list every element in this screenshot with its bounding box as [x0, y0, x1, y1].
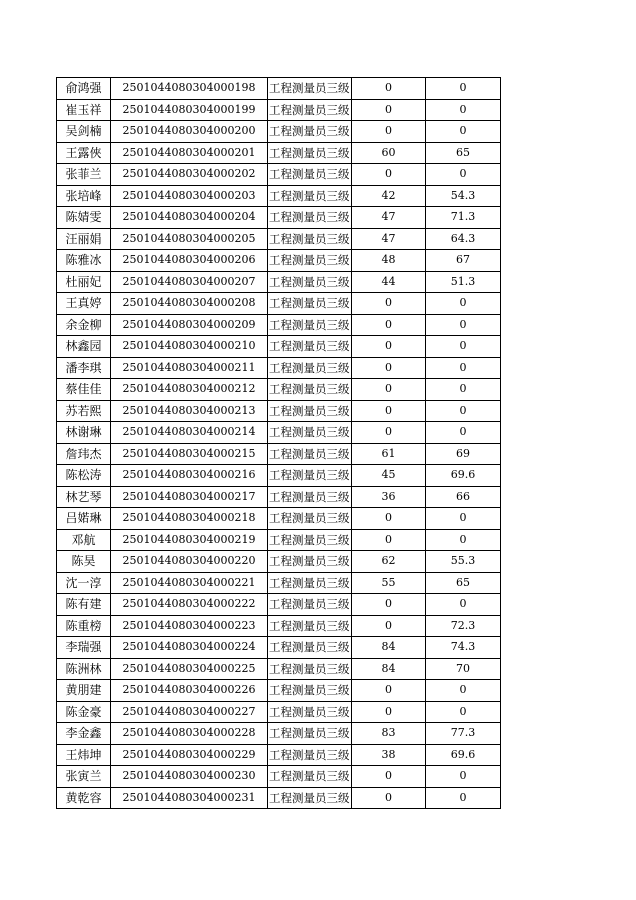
- name-cell: 陈金豪: [57, 701, 111, 723]
- score-1-cell: 47: [352, 207, 426, 229]
- level-cell: 工程测量员三级: [268, 766, 352, 788]
- table-row: [57, 78, 501, 100]
- name-cell: 李金鑫: [57, 723, 111, 745]
- score-2-cell: 0: [426, 379, 501, 401]
- name-cell: 陈婧雯: [57, 207, 111, 229]
- score-1-cell: 0: [352, 529, 426, 551]
- name-cell: 陈雅冰: [57, 250, 111, 272]
- exam-id-cell: 2501044080304000224: [111, 637, 268, 659]
- score-2-cell: 0: [426, 99, 501, 121]
- score-2-cell: 71.3: [426, 207, 501, 229]
- score-1-cell: 42: [352, 185, 426, 207]
- exam-id-cell: 2501044080304000204: [111, 207, 268, 229]
- score-1-cell: 0: [352, 357, 426, 379]
- level-cell: 工程测量员三级: [268, 443, 352, 465]
- table-row: [57, 422, 501, 444]
- level-cell: 工程测量员三级: [268, 99, 352, 121]
- score-1-cell: 55: [352, 572, 426, 594]
- score-table-body: [57, 78, 501, 809]
- level-cell: 工程测量员三级: [268, 142, 352, 164]
- exam-id-cell: 2501044080304000223: [111, 615, 268, 637]
- table-row: [57, 637, 501, 659]
- exam-id-cell: 2501044080304000199: [111, 99, 268, 121]
- table-row: [57, 314, 501, 336]
- score-1-cell: 0: [352, 615, 426, 637]
- score-1-cell: 0: [352, 422, 426, 444]
- level-cell: 工程测量员三级: [268, 744, 352, 766]
- name-cell: 黄朋建: [57, 680, 111, 702]
- level-cell: 工程测量员三级: [268, 314, 352, 336]
- exam-id-cell: 2501044080304000207: [111, 271, 268, 293]
- name-cell: 张寅兰: [57, 766, 111, 788]
- score-2-cell: 0: [426, 78, 501, 100]
- name-cell: 林艺琴: [57, 486, 111, 508]
- table-row: [57, 207, 501, 229]
- score-2-cell: 0: [426, 701, 501, 723]
- score-1-cell: 0: [352, 314, 426, 336]
- exam-id-cell: 2501044080304000220: [111, 551, 268, 573]
- table-row: [57, 486, 501, 508]
- score-2-cell: 0: [426, 121, 501, 143]
- level-cell: 工程测量员三级: [268, 250, 352, 272]
- score-1-cell: 38: [352, 744, 426, 766]
- score-2-cell: 0: [426, 787, 501, 809]
- level-cell: 工程测量员三级: [268, 228, 352, 250]
- score-1-cell: 0: [352, 701, 426, 723]
- score-2-cell: 69: [426, 443, 501, 465]
- exam-id-cell: 2501044080304000217: [111, 486, 268, 508]
- exam-id-cell: 2501044080304000231: [111, 787, 268, 809]
- exam-id-cell: 2501044080304000216: [111, 465, 268, 487]
- score-1-cell: 0: [352, 787, 426, 809]
- table-row: [57, 336, 501, 358]
- name-cell: 蔡佳佳: [57, 379, 111, 401]
- level-cell: 工程测量员三级: [268, 465, 352, 487]
- score-2-cell: 0: [426, 529, 501, 551]
- name-cell: 杜丽妃: [57, 271, 111, 293]
- score-2-cell: 70: [426, 658, 501, 680]
- level-cell: 工程测量员三级: [268, 658, 352, 680]
- score-1-cell: 61: [352, 443, 426, 465]
- score-2-cell: 77.3: [426, 723, 501, 745]
- level-cell: 工程测量员三级: [268, 400, 352, 422]
- exam-id-cell: 2501044080304000201: [111, 142, 268, 164]
- score-2-cell: 0: [426, 293, 501, 315]
- level-cell: 工程测量员三级: [268, 680, 352, 702]
- score-2-cell: 0: [426, 680, 501, 702]
- score-2-cell: 0: [426, 164, 501, 186]
- exam-id-cell: 2501044080304000228: [111, 723, 268, 745]
- level-cell: 工程测量员三级: [268, 529, 352, 551]
- table-row: [57, 529, 501, 551]
- exam-id-cell: 2501044080304000205: [111, 228, 268, 250]
- level-cell: 工程测量员三级: [268, 787, 352, 809]
- table-row: [57, 293, 501, 315]
- name-cell: 李瑞强: [57, 637, 111, 659]
- level-cell: 工程测量员三级: [268, 121, 352, 143]
- exam-id-cell: 2501044080304000209: [111, 314, 268, 336]
- score-1-cell: 0: [352, 400, 426, 422]
- name-cell: 邓航: [57, 529, 111, 551]
- score-2-cell: 0: [426, 400, 501, 422]
- level-cell: 工程测量员三级: [268, 271, 352, 293]
- exam-id-cell: 2501044080304000229: [111, 744, 268, 766]
- name-cell: 陈昊: [57, 551, 111, 573]
- table-row: [57, 701, 501, 723]
- name-cell: 黄乾容: [57, 787, 111, 809]
- exam-id-cell: 2501044080304000226: [111, 680, 268, 702]
- name-cell: 潘李琪: [57, 357, 111, 379]
- score-2-cell: 65: [426, 142, 501, 164]
- score-1-cell: 45: [352, 465, 426, 487]
- exam-id-cell: 2501044080304000227: [111, 701, 268, 723]
- score-1-cell: 0: [352, 379, 426, 401]
- score-1-cell: 0: [352, 508, 426, 530]
- table-row: [57, 185, 501, 207]
- table-row: [57, 228, 501, 250]
- table-row: [57, 680, 501, 702]
- score-2-cell: 0: [426, 357, 501, 379]
- name-cell: 张菲兰: [57, 164, 111, 186]
- score-1-cell: 0: [352, 680, 426, 702]
- level-cell: 工程测量员三级: [268, 508, 352, 530]
- table-row: [57, 615, 501, 637]
- exam-id-cell: 2501044080304000198: [111, 78, 268, 100]
- name-cell: 吕婼琳: [57, 508, 111, 530]
- score-2-cell: 0: [426, 422, 501, 444]
- table-row: [57, 250, 501, 272]
- name-cell: 苏若熙: [57, 400, 111, 422]
- name-cell: 陈松涛: [57, 465, 111, 487]
- table-row: [57, 121, 501, 143]
- level-cell: 工程测量员三级: [268, 486, 352, 508]
- score-1-cell: 84: [352, 658, 426, 680]
- score-1-cell: 84: [352, 637, 426, 659]
- exam-id-cell: 2501044080304000210: [111, 336, 268, 358]
- table-row: [57, 766, 501, 788]
- score-2-cell: 66: [426, 486, 501, 508]
- exam-id-cell: 2501044080304000203: [111, 185, 268, 207]
- table-row: [57, 572, 501, 594]
- table-row: [57, 357, 501, 379]
- table-row: [57, 379, 501, 401]
- exam-id-cell: 2501044080304000218: [111, 508, 268, 530]
- exam-id-cell: 2501044080304000212: [111, 379, 268, 401]
- level-cell: 工程测量员三级: [268, 293, 352, 315]
- score-1-cell: 0: [352, 766, 426, 788]
- level-cell: 工程测量员三级: [268, 164, 352, 186]
- score-2-cell: 55.3: [426, 551, 501, 573]
- score-1-cell: 60: [352, 142, 426, 164]
- level-cell: 工程测量员三级: [268, 185, 352, 207]
- table-row: [57, 465, 501, 487]
- score-1-cell: 36: [352, 486, 426, 508]
- table-row: [57, 164, 501, 186]
- table-row: [57, 744, 501, 766]
- level-cell: 工程测量员三级: [268, 336, 352, 358]
- name-cell: 王炜坤: [57, 744, 111, 766]
- name-cell: 林谢琳: [57, 422, 111, 444]
- level-cell: 工程测量员三级: [268, 207, 352, 229]
- table-row: [57, 142, 501, 164]
- score-1-cell: 62: [352, 551, 426, 573]
- level-cell: 工程测量员三级: [268, 422, 352, 444]
- level-cell: 工程测量员三级: [268, 594, 352, 616]
- score-2-cell: 0: [426, 594, 501, 616]
- score-1-cell: 0: [352, 78, 426, 100]
- level-cell: 工程测量员三级: [268, 701, 352, 723]
- exam-id-cell: 2501044080304000213: [111, 400, 268, 422]
- name-cell: 俞鸿强: [57, 78, 111, 100]
- table-row: [57, 271, 501, 293]
- name-cell: 崔玉祥: [57, 99, 111, 121]
- level-cell: 工程测量员三级: [268, 379, 352, 401]
- level-cell: 工程测量员三级: [268, 637, 352, 659]
- exam-id-cell: 2501044080304000230: [111, 766, 268, 788]
- exam-id-cell: 2501044080304000219: [111, 529, 268, 551]
- name-cell: 詹玮杰: [57, 443, 111, 465]
- score-1-cell: 83: [352, 723, 426, 745]
- score-2-cell: 51.3: [426, 271, 501, 293]
- score-1-cell: 0: [352, 99, 426, 121]
- table-row: [57, 551, 501, 573]
- exam-id-cell: 2501044080304000202: [111, 164, 268, 186]
- name-cell: 吴剑楠: [57, 121, 111, 143]
- name-cell: 张培峰: [57, 185, 111, 207]
- level-cell: 工程测量员三级: [268, 723, 352, 745]
- score-1-cell: 0: [352, 594, 426, 616]
- name-cell: 王露俠: [57, 142, 111, 164]
- score-2-cell: 0: [426, 336, 501, 358]
- score-2-cell: 72.3: [426, 615, 501, 637]
- exam-id-cell: 2501044080304000215: [111, 443, 268, 465]
- table-row: [57, 594, 501, 616]
- table-row: [57, 400, 501, 422]
- exam-id-cell: 2501044080304000200: [111, 121, 268, 143]
- score-2-cell: 54.3: [426, 185, 501, 207]
- score-2-cell: 74.3: [426, 637, 501, 659]
- table-row: [57, 508, 501, 530]
- level-cell: 工程测量员三级: [268, 572, 352, 594]
- name-cell: 王真婷: [57, 293, 111, 315]
- level-cell: 工程测量员三级: [268, 357, 352, 379]
- level-cell: 工程测量员三级: [268, 551, 352, 573]
- score-2-cell: 0: [426, 314, 501, 336]
- name-cell: 陈重榜: [57, 615, 111, 637]
- name-cell: 林鑫园: [57, 336, 111, 358]
- name-cell: 汪丽娟: [57, 228, 111, 250]
- score-2-cell: 64.3: [426, 228, 501, 250]
- score-1-cell: 0: [352, 293, 426, 315]
- level-cell: 工程测量员三级: [268, 615, 352, 637]
- table-row: [57, 787, 501, 809]
- level-cell: 工程测量员三级: [268, 78, 352, 100]
- score-2-cell: 69.6: [426, 465, 501, 487]
- exam-id-cell: 2501044080304000206: [111, 250, 268, 272]
- score-2-cell: 65: [426, 572, 501, 594]
- score-2-cell: 0: [426, 508, 501, 530]
- name-cell: 陈洲林: [57, 658, 111, 680]
- score-1-cell: 0: [352, 164, 426, 186]
- exam-id-cell: 2501044080304000208: [111, 293, 268, 315]
- exam-id-cell: 2501044080304000214: [111, 422, 268, 444]
- name-cell: 沈一淳: [57, 572, 111, 594]
- score-1-cell: 0: [352, 336, 426, 358]
- exam-id-cell: 2501044080304000211: [111, 357, 268, 379]
- name-cell: 余金柳: [57, 314, 111, 336]
- score-1-cell: 48: [352, 250, 426, 272]
- exam-id-cell: 2501044080304000221: [111, 572, 268, 594]
- table-row: [57, 723, 501, 745]
- score-1-cell: 44: [352, 271, 426, 293]
- exam-id-cell: 2501044080304000222: [111, 594, 268, 616]
- score-2-cell: 67: [426, 250, 501, 272]
- name-cell: 陈有建: [57, 594, 111, 616]
- score-1-cell: 47: [352, 228, 426, 250]
- table-row: [57, 658, 501, 680]
- score-2-cell: 69.6: [426, 744, 501, 766]
- score-2-cell: 0: [426, 766, 501, 788]
- exam-id-cell: 2501044080304000225: [111, 658, 268, 680]
- table-row: [57, 99, 501, 121]
- score-table: [56, 77, 501, 809]
- score-1-cell: 0: [352, 121, 426, 143]
- table-row: [57, 443, 501, 465]
